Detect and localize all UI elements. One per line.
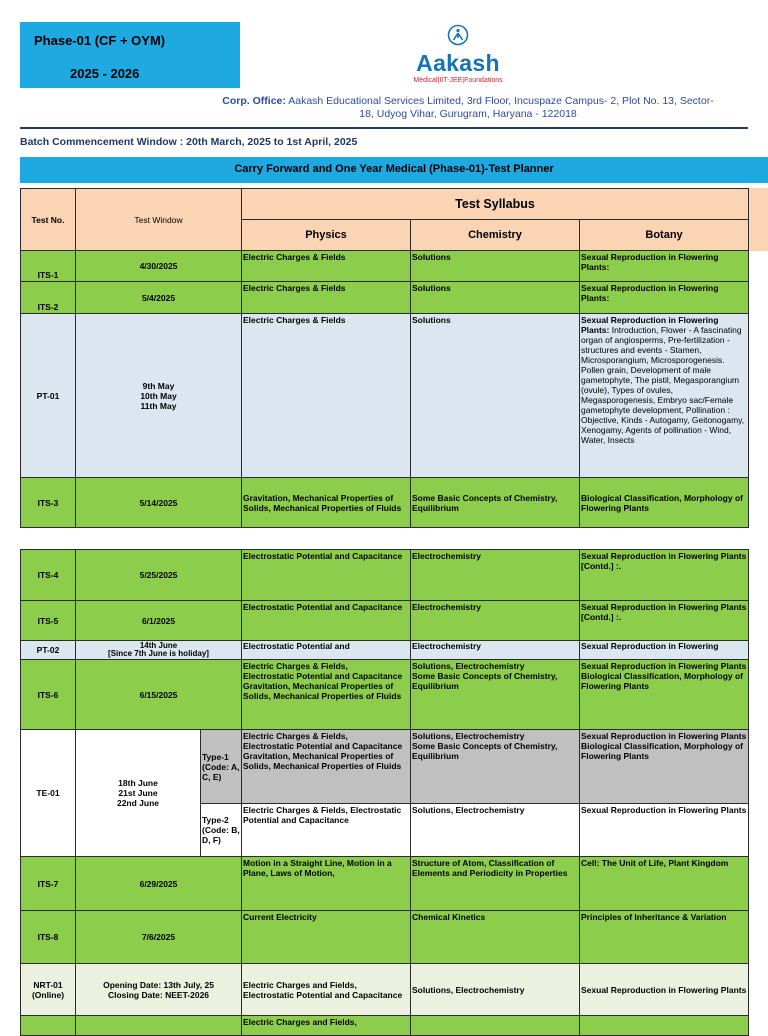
table-row	[21, 1016, 749, 1036]
chemistry-cell: Electrochemistry	[411, 601, 580, 641]
logo-wordmark: Aakash	[416, 50, 500, 76]
test-type: Type-1 (Code: A, C, E)	[201, 730, 242, 804]
header-test-window: Test Window	[76, 189, 242, 251]
table-row	[21, 964, 749, 1016]
window-line: 21st June	[118, 788, 158, 798]
corp-office-text: Aakash Educational Services Limited, 3rd Floor, Incuspaze Campus- 2, Plot No. 13, Sector- 18, Udyog Vihar, Gurugram, Haryana - 122018	[285, 95, 714, 120]
planner-table-2	[20, 549, 749, 1036]
table-row	[21, 857, 749, 911]
header-test-syllabus: Test Syllabus	[242, 189, 749, 220]
chemistry-cell: Electrochemistry	[411, 641, 580, 660]
corp-office-address	[218, 95, 718, 121]
test-no: ITS-7	[21, 857, 76, 911]
test-no: ITS-8	[21, 911, 76, 964]
phase-year: 2025 - 2026	[70, 66, 140, 81]
divider	[20, 127, 748, 129]
test-type: Type-2 (Code: B, D, F)	[201, 804, 242, 857]
chemistry-cell: Solutions	[411, 251, 580, 282]
header-extension	[748, 188, 768, 251]
window-line: 18th June	[118, 778, 158, 788]
test-window	[76, 314, 242, 478]
chemistry-cell	[411, 660, 580, 730]
window-line: 14th June	[139, 641, 178, 650]
chemistry-cell: Chemical Kinetics	[411, 911, 580, 964]
test-window	[76, 730, 201, 857]
botany-cell: Sexual Reproduction in Flowering Plants	[580, 964, 749, 1016]
test-window: 6/15/2025	[76, 660, 242, 730]
window-line: 22nd June	[116, 798, 160, 808]
corp-office-label: Corp. Office:	[222, 95, 286, 107]
window-line: 11th May	[140, 400, 177, 411]
chemistry-cell	[411, 730, 580, 804]
chemistry-cell: Some Basic Concepts of Chemistry, Equilibrium	[411, 478, 580, 528]
test-no: ITS-5	[21, 601, 76, 641]
test-no: PT-01	[21, 314, 76, 478]
chemistry-line: Some Basic Concepts of Chemistry, Equilibrium	[412, 741, 558, 761]
botany-cell	[580, 1016, 749, 1036]
botany-line: Biological Classification, Morphology of Flowering Plants	[581, 741, 743, 761]
botany-line: Biological Classification, Morphology of Flowering Plants	[581, 671, 743, 691]
table-row	[21, 550, 749, 601]
physics-line: Gravitation, Mechanical Properties of Solids, Mechanical Properties of Fluids	[243, 681, 402, 701]
botany-cell	[580, 660, 749, 730]
planner-table-1	[20, 188, 749, 528]
chemistry-cell: Solutions	[411, 314, 580, 478]
test-no: NRT-01 (Online)	[21, 964, 76, 1016]
table-row	[21, 478, 749, 528]
physics-cell: Electrostatic Potential and	[242, 641, 411, 660]
chemistry-cell: Electrochemistry	[411, 550, 580, 601]
physics-cell	[242, 660, 411, 730]
botany-cell: Sexual Reproduction in Flowering Plants [Contd.] :.	[580, 601, 749, 641]
chemistry-line: Solutions, Electrochemistry	[412, 731, 525, 741]
botany-cell: Sexual Reproduction in Flowering Plants	[580, 804, 749, 857]
botany-cell: Sexual Reproduction in Flowering	[580, 641, 749, 660]
physics-cell: Electric Charges & Fields	[242, 251, 411, 282]
physics-cell: Current Electricity	[242, 911, 411, 964]
header-test-no: Test No.	[21, 189, 76, 251]
physics-line: Gravitation, Mechanical Properties of Solids, Mechanical Properties of Fluids	[243, 751, 402, 771]
window-line: 10th May	[140, 390, 177, 401]
physics-cell: Electrostatic Potential and Capacitance	[242, 601, 411, 641]
phase-title: Phase-01 (CF + OYM)	[34, 33, 166, 48]
test-window: 6/1/2025	[76, 601, 242, 641]
physics-line: Electric Charges & Fields,	[243, 661, 348, 671]
header-physics: Physics	[242, 220, 411, 251]
table-row	[21, 660, 749, 730]
botany-line: Sexual Reproduction in Flowering Plants	[581, 661, 747, 671]
botany-cell: Biological Classification, Morphology of Flowering Plants	[580, 478, 749, 528]
table-row	[21, 641, 749, 660]
window-line: Opening Date: 13th July, 25	[103, 979, 214, 990]
table-row	[21, 601, 749, 641]
test-window: 5/14/2025	[76, 478, 242, 528]
physics-line: Electrostatic Potential and Capacitance	[243, 671, 403, 681]
test-window: 6/29/2025	[76, 857, 242, 911]
botany-cell	[580, 730, 749, 804]
table-row	[21, 251, 749, 282]
chemistry-cell: Solutions, Electrochemistry	[411, 804, 580, 857]
chemistry-line: Some Basic Concepts of Chemistry, Equilibrium	[412, 671, 558, 691]
test-no: ITS-6	[21, 660, 76, 730]
test-no: ITS-3	[21, 478, 76, 528]
physics-cell: Electric Charges & Fields	[242, 314, 411, 478]
table-row	[21, 911, 749, 964]
window-line: [Since 7th June is holiday]	[108, 649, 209, 658]
botany-cell: Cell: The Unit of Life, Plant Kingdom	[580, 857, 749, 911]
physics-cell: Gravitation, Mechanical Properties of Solids, Mechanical Properties of Fluids	[242, 478, 411, 528]
table-row	[21, 314, 749, 478]
botany-cell: Sexual Reproduction in Flowering Plants [Contd.] :.	[580, 550, 749, 601]
botany-cell: Sexual Reproduction in Flowering Plants:	[580, 282, 749, 314]
header-chemistry: Chemistry	[411, 220, 580, 251]
botany-cell: Sexual Reproduction in Flowering Plants:	[580, 251, 749, 282]
chemistry-line: Solutions, Electrochemistry	[412, 661, 525, 671]
batch-window: Batch Commencement Window : 20th March, 2025 to 1st April, 2025	[20, 136, 358, 148]
chemistry-cell: Solutions, Electrochemistry	[411, 964, 580, 1016]
phase-box	[20, 22, 240, 88]
test-window	[76, 1016, 242, 1036]
physics-line: Electrostatic Potential and Capacitance	[243, 741, 403, 751]
test-no: ITS-1	[21, 251, 76, 282]
chemistry-cell	[411, 1016, 580, 1036]
physics-line: Electric Charges & Fields,	[243, 731, 348, 741]
test-no: ITS-2	[21, 282, 76, 314]
physics-cell: Electric Charges & Fields	[242, 282, 411, 314]
planner-title: Carry Forward and One Year Medical (Phase-01)-Test Planner	[234, 163, 554, 175]
test-window: 4/30/2025	[76, 251, 242, 282]
botany-details: Introduction, Flower - A fascinating organ of angiosperms, Pre-fertilization - structures and events - Stamen, Microsporangium, Microsporogenesis. Pollen grain, Development of male gametophyte, The pistil, Megasporangium (ovule), Types of ovules, Megasporogenesis, Embryo sac/Female gametophyte development, Pollination : Objective, Kinds - Autogamy, Geitonogamy, Xenogamy, Agents of pollination - Wind, Water, Insects	[581, 325, 745, 445]
physics-cell: Electrostatic Potential and Capacitance	[242, 550, 411, 601]
test-no: ITS-4	[21, 550, 76, 601]
planner-banner	[20, 157, 768, 183]
test-window	[76, 964, 242, 1016]
botany-line: Sexual Reproduction in Flowering Plants	[581, 731, 747, 741]
physics-cell: Electric Charges and Fields,	[242, 1016, 411, 1036]
logo-emblem-icon	[447, 24, 469, 46]
logo-tagline: Medical|IIT-JEE|Foundations	[413, 77, 503, 84]
test-window	[76, 641, 242, 660]
window-line: Closing Date: NEET-2026	[107, 989, 210, 1000]
test-window: 5/25/2025	[76, 550, 242, 601]
physics-cell: Motion in a Straight Line, Motion in a Plane, Laws of Motion,	[242, 857, 411, 911]
botany-cell: Principles of Inheritance & Variation	[580, 911, 749, 964]
window-line: 9th May	[142, 380, 175, 391]
botany-topic: Sexual Reproduction in Flowering Plants:	[581, 315, 719, 335]
chemistry-cell: Structure of Atom, Classification of Elements and Periodicity in Properties	[411, 857, 580, 911]
test-no: TE-01	[21, 730, 76, 857]
test-window: 5/4/2025	[76, 282, 242, 314]
table-row	[21, 730, 749, 804]
physics-cell	[242, 730, 411, 804]
physics-cell: Electric Charges & Fields, Electrostatic Potential and Capacitance	[242, 804, 411, 857]
table-row	[21, 282, 749, 314]
physics-cell: Electric Charges and Fields, Electrostatic Potential and Capacitance	[242, 964, 411, 1016]
botany-cell	[580, 314, 749, 478]
header-botany: Botany	[580, 220, 749, 251]
chemistry-cell: Solutions	[411, 282, 580, 314]
aakash-logo	[406, 24, 510, 92]
test-no	[21, 1016, 76, 1036]
test-no: PT-02	[21, 641, 76, 660]
test-window: 7/6/2025	[76, 911, 242, 964]
